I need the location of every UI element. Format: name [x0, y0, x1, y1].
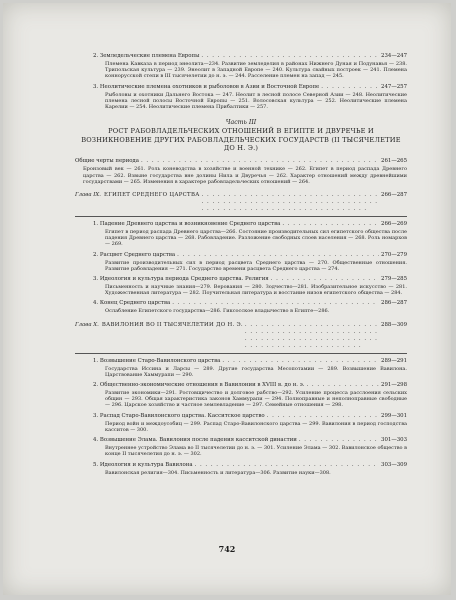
- toc-section: [75, 462, 407, 476]
- section-summary: Период войн и междоусобиц — 299. Распад Старо-Вавилонского царства — 299. Вавилония в период господства касситов — 300.: [105, 420, 407, 433]
- chapter-heading-ix[interactable]: [75, 192, 407, 214]
- toc-section: [75, 221, 407, 248]
- toc-entry[interactable]: [75, 358, 407, 365]
- leader-dots: [177, 252, 379, 259]
- page-range: 291—298: [381, 382, 407, 389]
- toc-entry[interactable]: [75, 437, 407, 444]
- toc-section: [75, 276, 407, 296]
- toc-entry[interactable]: [75, 382, 407, 389]
- section-title: 3. Неолитические племена охотников и рыболовов в Азии и Восточной Европе: [93, 83, 320, 90]
- leader-dots: [267, 413, 379, 420]
- chapter-label: Глава IX.: [75, 192, 101, 199]
- page-range: 266—269: [381, 221, 407, 228]
- toc-section: [75, 382, 407, 409]
- book-page: [3, 3, 451, 595]
- chapter-rule: [75, 216, 407, 217]
- leader-dots: [282, 221, 379, 228]
- toc-entry[interactable]: [75, 252, 407, 259]
- chapter-label: Глава X.: [75, 321, 99, 328]
- chapter-heading-x[interactable]: [75, 322, 407, 351]
- section-summary: Ослабление Египетского государства—286. Гиксосское владычество в Египте—286.: [105, 308, 330, 315]
- section-summary: Племена Кавказа в период энеолита—234. Развитие земледелия в районах Нижнего Дуная и Подунавья — 238. Трипольская культура — 239. Энеолит в Западной Европе — 240. Культура свайных построек — 241. Племена коннорусской степи в III тысячелетии до н. э. — 244. Расселение племен на запад — 245.: [105, 61, 407, 80]
- page-range: 286—287: [381, 300, 407, 307]
- leader-dots: [141, 158, 379, 165]
- toc-section-neolithic-hunters: [75, 84, 407, 111]
- toc-section-general: [75, 158, 407, 185]
- section-title: 1. Падение Древнего царства и возникновение Среднего царства: [93, 221, 281, 228]
- toc-entry[interactable]: [75, 300, 407, 307]
- leader-dots: [202, 192, 379, 213]
- section-title: 4. Конец Среднего царства: [93, 300, 171, 307]
- page-range: 301—303: [381, 437, 407, 444]
- section-title: 2. Расцвет Среднего царства: [93, 251, 176, 258]
- section-title: 4. Возвышение Элама. Вавилония после падения касситской династии: [93, 437, 297, 444]
- part-title: РОСТ РАБОВЛАДЕЛЬЧЕСКИХ ОТНОШЕНИЙ В ЕГИПТЕ И ДВУРЕЧЬЕ И ВОЗНИКНОВЕНИЕ ДРУГИХ РАБОВЛАДЕЛЬЧЕСКИХ ГОСУДАРСТВ (II ТЫСЯЧЕЛЕТИЕ ДО Н. Э.): [81, 127, 401, 153]
- toc-section: [75, 358, 407, 378]
- leader-dots: [271, 276, 379, 283]
- leader-dots: [222, 358, 379, 365]
- section-summary: Развитие экономики—291. Ростовщичество и долговое рабство—292. Усиление процесса расслоения сельских общин — 293. Общая характеристика законов Хаммурапи — 294. Полноправные и неполноправные свободные — 296. Царское хозяйство и частное землевладение — 297. Семейные отношения — 298.: [105, 390, 407, 409]
- page-range: 279—285: [381, 276, 407, 283]
- toc-section: [75, 300, 407, 314]
- toc-section: [75, 252, 407, 272]
- leader-dots: [306, 382, 379, 389]
- leader-dots: [299, 437, 379, 444]
- toc-entry[interactable]: [75, 221, 407, 228]
- toc-entry[interactable]: [75, 84, 407, 91]
- toc-section: [75, 413, 407, 433]
- part-label: Часть III: [225, 119, 257, 127]
- table-of-contents: [75, 49, 407, 476]
- page-range: 234—247: [381, 53, 407, 59]
- section-summary: Вавилонская религия—304. Письменность и литература—306. Развитие науки—308.: [105, 469, 331, 476]
- toc-entry[interactable]: [75, 462, 407, 469]
- toc-section-earthly-tribes: [75, 53, 407, 80]
- leader-dots: [245, 322, 379, 350]
- section-summary: Письменность и научные знания—279. Верования — 280. Зодчество—281. Изобразительное искусство — 281. Художественная литература — 282. Поучительная литература и восстание низов египетского общества — 284.: [105, 284, 407, 297]
- leader-dots: [201, 53, 379, 60]
- toc-entry[interactable]: [75, 276, 407, 283]
- section-summary: Государства Иссина и Ларсы — 289. Другие государства Месопотамии — 289. Возвышение Вавилона. Царствование Хаммурапи — 290.: [105, 365, 407, 378]
- page-range: 266—287: [381, 192, 407, 199]
- page-range: 247—257: [381, 83, 407, 90]
- page-number: 742: [218, 544, 236, 554]
- page-range: 289—291: [381, 357, 407, 364]
- leader-dots: [172, 300, 379, 307]
- part-heading: [75, 118, 407, 152]
- section-title: 2. Общественно-экономические отношения в Вавилонии в XVIII в. до н. э.: [93, 382, 305, 389]
- leader-dots: [321, 84, 379, 91]
- leader-dots: [195, 462, 379, 469]
- section-title: Общие черты периода: [75, 158, 139, 165]
- section-summary: Египет в период распада Древнего царства—266. Состояние производительных сил египетского общества после падения Древнего царства — 268. Рабовладение. Разложение свободных слоев населения — 268. Роль номархов — 269.: [105, 229, 407, 248]
- section-summary: Бронзовый век — 261. Роль коневодства в хозяйстве и военной технике — 262. Египет в период распада Древнего царства — 262. Взвыне государства вне долины Нила и Двуречья — 262. Характер отношений между древнейшими государствами — 265. Изменения в характере рабовладельческих отношений — 264.: [83, 166, 407, 185]
- section-title: 1. Возвышение Старо-Вавилонского царства: [93, 357, 221, 364]
- page-range: 270—279: [381, 251, 407, 258]
- toc-entry[interactable]: [75, 53, 407, 60]
- section-summary: Внутреннее устройство Элама во II тысячелетии до н. э. — 301. Усиление Элама — 302. Вавилонское общество в конце II тысячелетия до н. э. — 302.: [105, 445, 407, 458]
- page-range: 303—309: [381, 461, 407, 468]
- section-title: 3. Идеология и культура периода Среднего царства. Религия: [93, 276, 269, 283]
- chapter-rule: [75, 353, 407, 354]
- page-range: 261—265: [381, 158, 407, 165]
- section-title: 5. Идеология и культура Вавилона: [93, 461, 193, 468]
- section-summary: Развитие производительных сил в период расцвета Среднего царства — 270. Общественные отношения. Развитие рабовладения — 271. Государство времени расцвета Среднего царства — 274.: [105, 259, 407, 272]
- toc-entry[interactable]: [75, 413, 407, 420]
- page-range: 288—309: [381, 321, 407, 328]
- chapter-title: ВАВИЛОНИЯ ВО II ТЫСЯЧЕЛЕТИИ ДО Н. Э.: [101, 321, 243, 328]
- page-range: 299—301: [381, 412, 407, 419]
- toc-section: [75, 437, 407, 457]
- chapter-title: ЕГИПЕТ СРЕДНЕГО ЦАРСТВА: [103, 192, 200, 199]
- section-summary: Рыболовы и охотники Дальнего Востока — 247. Неолит в лесной полосе Северной Азии — 248. Неолитические племена лесной полосы Восточной Европы — 251. Волосовская культура — 252. Неолитические племена Карелии — 254. Неолитические племена Прибалтики — 257.: [105, 91, 407, 111]
- toc-entry[interactable]: [75, 158, 407, 165]
- section-title: 3. Распад Старо-Вавилонского царства. Касситское царство: [93, 412, 265, 419]
- section-title: 2. Земледельческие племена Европы: [93, 53, 200, 59]
